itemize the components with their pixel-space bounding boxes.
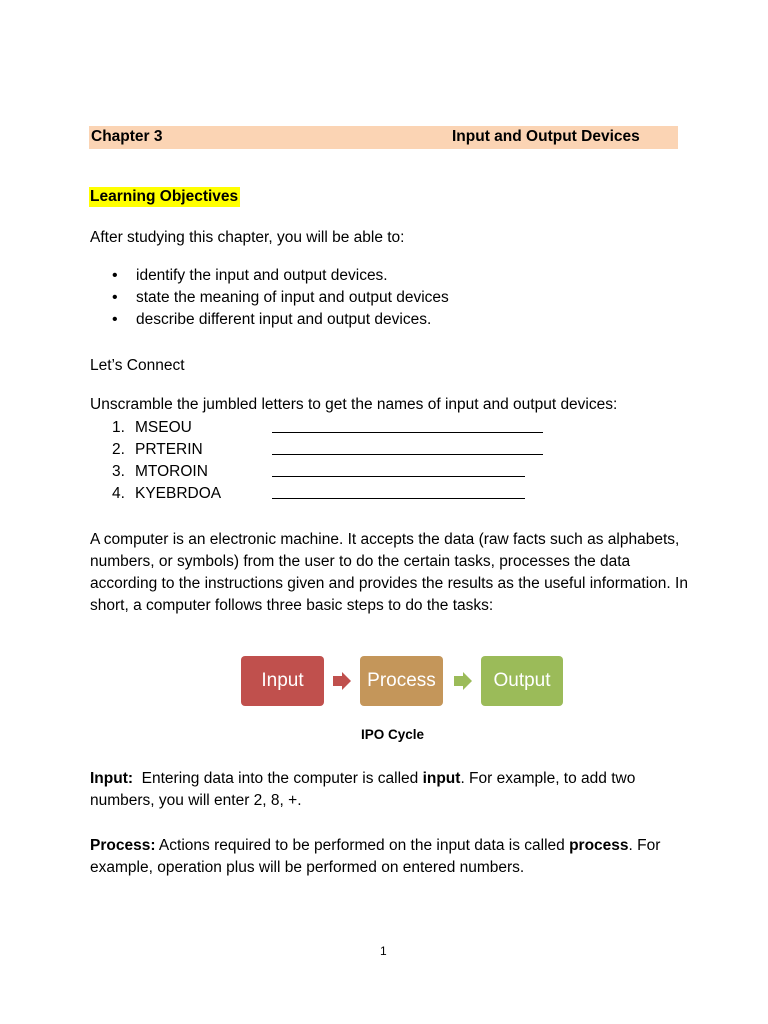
answer-blank[interactable] <box>272 498 525 499</box>
definition-term: process <box>569 837 629 854</box>
unscramble-instruction: Unscramble the jumbled letters to get the names of input and output devices: <box>90 396 618 413</box>
jumbled-word: PRTERIN <box>135 441 203 458</box>
list-item: • identify the input and output devices. <box>112 266 449 288</box>
definition-term: input <box>422 770 461 787</box>
item-number: 1. <box>112 419 125 436</box>
jumbled-word: MSEOU <box>135 419 192 436</box>
definition-text: Actions required to be performed on the input data is called <box>155 837 570 854</box>
definition-text: . For example, to add two numbers, you will enter 2, 8, +. <box>90 770 636 809</box>
item-number: 2. <box>112 441 125 458</box>
learning-objectives-heading: Learning Objectives <box>90 188 239 205</box>
ipo-input-box: Input <box>241 656 324 706</box>
ipo-caption: IPO Cycle <box>361 727 425 742</box>
computer-paragraph: A computer is an electronic machine. It accepts the data (raw facts such as alphabets, numbers, or symbols) from the user to do the certain tasks, processes the data according to the instructions given and provides the results as the useful information. In short, a computer follows three basic steps to do the tasks: <box>90 531 688 614</box>
arrow-right-icon <box>332 671 352 691</box>
page-number: 1 <box>380 944 387 958</box>
item-number: 4. <box>112 485 125 502</box>
definition-text: Entering data into the computer is called <box>141 770 423 787</box>
answer-blank[interactable] <box>272 454 543 455</box>
ipo-process-box: Process <box>360 656 443 706</box>
objectives-list <box>112 266 449 332</box>
answer-blank[interactable] <box>272 432 543 433</box>
arrow-right-icon <box>453 671 473 691</box>
jumbled-word: KYEBRDOA <box>135 485 222 502</box>
definition-label: Input: <box>90 770 134 787</box>
process-definition <box>90 835 680 879</box>
item-number: 3. <box>112 463 125 480</box>
definition-text: . For example, operation plus will be performed on entered numbers. <box>90 837 661 876</box>
objectives-intro: After studying this chapter, you will be able to: <box>90 229 405 246</box>
list-item: • describe different input and output devices. <box>112 310 449 332</box>
chapter-number: Chapter 3 <box>91 128 163 145</box>
definition-label: Process: <box>90 837 156 854</box>
jumbled-word: MTOROIN <box>135 463 208 480</box>
answer-blank[interactable] <box>272 476 525 477</box>
input-definition <box>90 768 680 812</box>
lets-connect-heading: Let’s Connect <box>90 357 185 374</box>
chapter-title: Input and Output Devices <box>452 128 640 145</box>
ipo-output-box: Output <box>481 656 563 706</box>
list-item: • state the meaning of input and output devices <box>112 288 449 310</box>
